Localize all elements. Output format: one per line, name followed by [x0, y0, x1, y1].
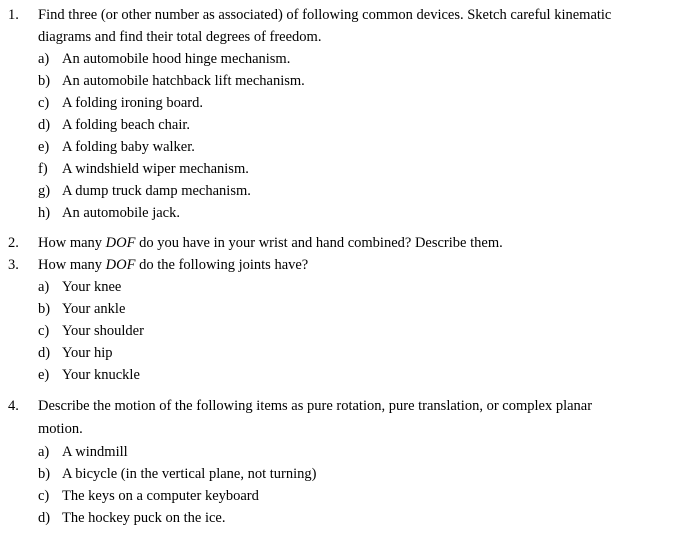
list-item [0, 92, 670, 114]
question-number: 3. [8, 257, 19, 273]
item-label: c) [38, 323, 50, 339]
item-label: e) [38, 367, 50, 383]
item-text: A windshield wiper mechanism. [62, 161, 249, 177]
question-3 [0, 254, 670, 386]
item-label: h) [38, 205, 51, 221]
question-text: How many DOF do you have in your wrist and hand combined? Describe them. [38, 235, 503, 251]
list-item [0, 158, 670, 180]
question-1 [0, 4, 670, 224]
item-label: b) [38, 466, 51, 482]
item-text: A windmill [62, 444, 128, 460]
dof-term: DOF [105, 235, 136, 251]
list-item [0, 485, 670, 507]
question-2 [0, 232, 670, 254]
list-item [0, 202, 670, 224]
item-label: a) [38, 279, 50, 295]
list-item [0, 180, 670, 202]
list-item [0, 463, 670, 485]
item-label: c) [38, 95, 50, 111]
item-label: g) [38, 183, 51, 199]
item-label: d) [38, 510, 51, 526]
question-number: 4. [8, 398, 19, 414]
question-text-line: motion. [38, 421, 83, 437]
item-label: c) [38, 488, 50, 504]
item-text: A folding beach chair. [62, 117, 191, 133]
item-text: An automobile hood hinge mechanism. [62, 51, 291, 67]
item-label: f) [38, 161, 48, 177]
list-item [0, 298, 670, 320]
question-number: 1. [8, 7, 19, 23]
item-text: Your knee [62, 279, 122, 295]
item-label: e) [38, 139, 50, 155]
item-text: A folding baby walker. [62, 139, 195, 155]
item-label: a) [38, 444, 50, 460]
dof-term: DOF [105, 257, 136, 273]
question-4 [0, 395, 670, 529]
list-item [0, 48, 670, 70]
question-text: How many DOF do the following joints have? [38, 257, 309, 273]
list-item [0, 507, 670, 529]
item-text: A dump truck damp mechanism. [62, 183, 251, 199]
list-item [0, 70, 670, 92]
item-text: Your hip [62, 345, 113, 361]
item-label: b) [38, 301, 51, 317]
question-text-line: diagrams and find their total degrees of freedom. [38, 29, 322, 45]
question-number: 2. [8, 235, 19, 251]
question-text-line: Describe the motion of the following items as pure rotation, pure translation, or complex planar [38, 398, 593, 414]
item-text: Your shoulder [62, 323, 144, 339]
list-item [0, 276, 670, 298]
item-text: A bicycle (in the vertical plane, not turning) [62, 466, 317, 482]
item-label: a) [38, 51, 50, 67]
item-text: The keys on a computer keyboard [62, 488, 259, 504]
item-text: The hockey puck on the ice. [62, 510, 226, 526]
list-item [0, 364, 670, 386]
list-item [0, 114, 670, 136]
item-text: A folding ironing board. [62, 95, 203, 111]
item-label: d) [38, 117, 51, 133]
question-text-line: Find three (or other number as associated) of following common devices. Sketch careful kinematic [38, 7, 612, 23]
list-item [0, 320, 670, 342]
item-text: Your ankle [62, 301, 126, 317]
list-item [0, 342, 670, 364]
list-item [0, 441, 670, 463]
item-label: b) [38, 73, 51, 89]
list-item [0, 136, 670, 158]
item-text: An automobile hatchback lift mechanism. [62, 73, 305, 89]
item-text: Your knuckle [62, 367, 140, 383]
item-label: d) [38, 345, 51, 361]
item-text: An automobile jack. [62, 205, 180, 221]
